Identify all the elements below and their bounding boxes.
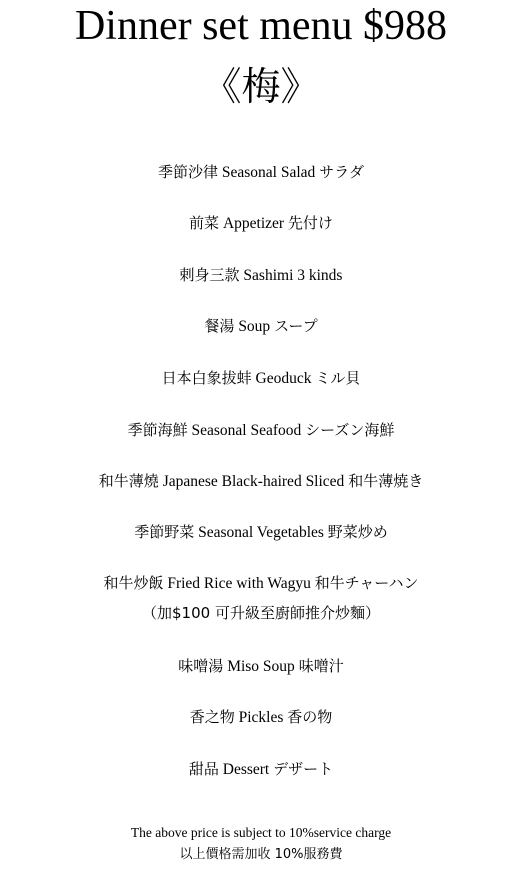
course-ja: 野菜炒め [327, 523, 388, 541]
course-item [0, 572, 522, 595]
course-zh: 季節沙律 [157, 163, 218, 181]
menu-subtitle: 《梅》 [202, 65, 320, 110]
course-en: Sashimi 3 kinds [243, 267, 343, 284]
course-ja: 先付け [287, 214, 333, 232]
course-en: Miso Soup [227, 658, 295, 675]
course-ja: 和牛チャーハン [314, 574, 419, 592]
course-en: Japanese Black-haired Sliced [162, 473, 345, 490]
course-zh: 香之物 [189, 708, 235, 726]
course-zh: 和牛炒飯 [103, 574, 164, 592]
course-ja: 味噌汁 [298, 657, 344, 675]
course-ja: 和牛薄焼き [348, 472, 424, 490]
course-zh: 味噌湯 [178, 657, 224, 675]
course-item [0, 470, 522, 493]
course-item [0, 315, 522, 338]
course-en: Geoduck [255, 370, 312, 387]
course-zh: 甜品 [188, 760, 219, 778]
course-ja: シーズン海鮮 [305, 421, 395, 439]
course-ja: 香の物 [287, 708, 333, 726]
course-ja: スープ [274, 317, 318, 335]
course-item [0, 521, 522, 544]
service-charge-note-zh: 以上價格需加收 10%服務費 [179, 847, 343, 862]
course-item [0, 212, 522, 235]
course-ja: デザート [273, 760, 334, 778]
service-charge-note-en: The above price is subject to 10%service charge [130, 825, 392, 840]
course-item [0, 264, 522, 287]
course-en: Seasonal Salad [221, 164, 316, 181]
menu-title: Dinner set menu $988 [74, 3, 448, 49]
course-zh: 前菜 [189, 214, 220, 232]
course-item [0, 706, 522, 729]
course-ja: サラダ [319, 163, 365, 181]
course-en: Appetizer [222, 215, 285, 232]
course-item [0, 367, 522, 390]
course-en: Dessert [222, 761, 270, 778]
course-item [0, 161, 522, 184]
course-zh: 和牛薄燒 [98, 472, 159, 490]
course-en: Fried Rice with Wagyu [167, 575, 311, 592]
course-item [0, 419, 522, 442]
course-en: Seasonal Vegetables [198, 524, 324, 541]
course-en: Pickles [238, 709, 284, 726]
course-item [0, 758, 522, 781]
course-upgrade-note: （加$100 可升級至廚師推介炒麵） [142, 604, 380, 622]
course-item [0, 655, 522, 678]
course-ja: ミル貝 [315, 369, 361, 387]
course-zh: 季節海鮮 [127, 421, 188, 439]
course-en: Soup [238, 318, 271, 335]
course-zh: 日本白象拔蚌 [161, 369, 252, 387]
course-zh: 季節野菜 [134, 523, 195, 541]
course-zh: 餐湯 [204, 317, 235, 335]
course-en: Seasonal Seafood [191, 422, 302, 439]
course-zh: 剌身三款 [179, 266, 240, 284]
